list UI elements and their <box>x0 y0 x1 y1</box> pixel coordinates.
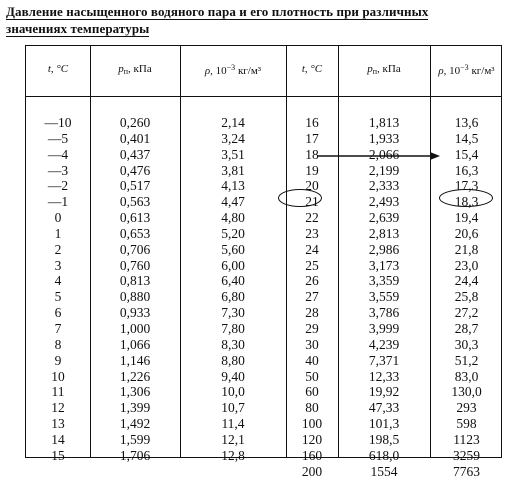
highlight-circle-density <box>439 189 493 207</box>
cell-pressure: 198,5 <box>368 431 400 447</box>
cell-density: 30,3 <box>454 336 479 352</box>
cell-density: 25,8 <box>454 289 479 305</box>
cell-pressure: 3,999 <box>368 320 400 336</box>
cell-density: 12,8 <box>221 447 245 463</box>
cell-pressure: 1,599 <box>119 431 151 447</box>
cell-temperature: 10 <box>51 368 65 384</box>
cell-temperature: 80 <box>305 400 319 416</box>
cell-temperature: 26 <box>305 273 319 289</box>
cell-temperature: —4 <box>47 146 69 162</box>
cell-density: 7,30 <box>221 305 245 321</box>
cell-pressure: 2,333 <box>368 178 400 194</box>
cell-temperature: 20 <box>305 178 319 194</box>
cell-temperature: 9 <box>54 352 62 368</box>
cell-pressure: 7,371 <box>368 352 400 368</box>
cell-density: 13,6 <box>454 115 479 130</box>
cell-temperature: 18 <box>305 146 319 162</box>
cell-pressure: 101,3 <box>368 416 400 432</box>
cell-density: 12,1 <box>221 431 245 447</box>
cell-temperature: —5 <box>47 130 69 146</box>
column-temperature-left <box>26 115 90 464</box>
cell-temperature: 14 <box>51 431 65 447</box>
cell-temperature: —2 <box>47 178 69 194</box>
cell-pressure: 0,437 <box>119 146 151 162</box>
cell-density: 19,4 <box>454 210 479 226</box>
cell-pressure: 1,066 <box>119 336 151 352</box>
cell-pressure: 2,199 <box>368 162 400 178</box>
cell-temperature: 0 <box>54 210 62 226</box>
cell-temperature: 19 <box>305 162 319 178</box>
cell-pressure: 1,706 <box>119 447 151 463</box>
column-pressure-left <box>90 115 180 464</box>
cell-pressure: 0,653 <box>119 225 151 241</box>
cell-temperature: 12 <box>51 400 65 416</box>
cell-temperature: 8 <box>54 336 62 352</box>
header-divider <box>26 96 501 97</box>
cell-pressure: 1,306 <box>119 384 151 400</box>
cell-density: 1123 <box>453 431 480 447</box>
cell-density: 20,6 <box>454 225 479 241</box>
cell-density: 4,13 <box>221 178 245 194</box>
cell-density: 10,7 <box>221 400 245 416</box>
cell-temperature: 120 <box>301 431 323 447</box>
cell-temperature: —3 <box>47 162 69 178</box>
cell-density: 7,80 <box>221 320 245 336</box>
table-title <box>6 3 501 37</box>
cell-temperature: 2 <box>54 241 62 257</box>
cell-temperature: 21 <box>305 194 319 210</box>
cell-temperature: 23 <box>305 225 319 241</box>
cell-pressure: 1,813 <box>368 115 400 130</box>
cell-density: 83,0 <box>454 368 479 384</box>
cell-density: 17,3 <box>454 178 479 194</box>
cell-temperature: 160 <box>301 447 323 463</box>
column-temperature-right <box>286 115 338 479</box>
cell-pressure: 0,401 <box>119 130 151 146</box>
cell-density: 16,3 <box>454 162 479 178</box>
cell-density: 9,40 <box>221 368 245 384</box>
cell-pressure: 4,239 <box>368 336 400 352</box>
cell-temperature: 24 <box>305 241 319 257</box>
cell-pressure: 0,517 <box>119 178 151 194</box>
cell-density: 24,4 <box>454 273 479 289</box>
cell-pressure: 0,933 <box>119 305 151 321</box>
cell-density: 6,40 <box>221 273 245 289</box>
cell-pressure: 19,92 <box>368 384 400 400</box>
cell-density: 4,47 <box>221 194 245 210</box>
cell-density: 23,0 <box>454 257 479 273</box>
cell-temperature: —10 <box>44 115 72 130</box>
cell-pressure: 0,706 <box>119 241 151 257</box>
cell-temperature: 5 <box>54 289 62 305</box>
cell-density: 14,5 <box>454 130 479 146</box>
cell-temperature: 3 <box>54 257 62 273</box>
cell-temperature: 1 <box>54 225 62 241</box>
cell-temperature: 60 <box>305 384 319 400</box>
cell-density: 10,0 <box>221 384 245 400</box>
cell-pressure: 3,559 <box>368 289 400 305</box>
cell-temperature: 200 <box>301 463 323 479</box>
cell-pressure: 0,563 <box>119 194 151 210</box>
column-pressure-right <box>338 115 430 479</box>
cell-temperature: 6 <box>54 305 62 321</box>
cell-pressure: 1,399 <box>119 400 151 416</box>
cell-temperature: 28 <box>305 305 319 321</box>
cell-pressure: 1,492 <box>119 416 151 432</box>
header-density-left: ρ, $10^{-3}$ кг/м³ <box>204 63 262 77</box>
cell-density: 6,80 <box>221 289 245 305</box>
cell-pressure: 3,786 <box>368 305 400 321</box>
cell-pressure: 1,933 <box>368 130 400 146</box>
cell-pressure: 2,493 <box>368 194 400 210</box>
cell-pressure: 2,066 <box>368 146 400 162</box>
cell-density: 3259 <box>453 447 480 463</box>
cell-pressure: 0,260 <box>119 115 151 130</box>
cell-density: 51,2 <box>454 352 479 368</box>
cell-density: 21,8 <box>454 241 479 257</box>
cell-temperature: 15 <box>51 447 65 463</box>
cell-temperature: 30 <box>305 336 319 352</box>
cell-temperature: 27 <box>305 289 319 305</box>
cell-pressure: 0,880 <box>119 289 151 305</box>
header-pressure-left: $p_п$, кПа <box>118 63 152 76</box>
cell-density: 130,0 <box>451 384 482 400</box>
cell-temperature: 4 <box>54 273 62 289</box>
cell-temperature: 25 <box>305 257 319 273</box>
cell-temperature: 11 <box>51 384 65 400</box>
cell-pressure: 0,613 <box>119 210 151 226</box>
cell-temperature: 50 <box>305 368 319 384</box>
cell-density: 15,4 <box>454 146 479 162</box>
cell-pressure: 3,359 <box>368 273 400 289</box>
cell-pressure: 12,33 <box>368 368 400 384</box>
cell-pressure: 0,476 <box>119 162 151 178</box>
cell-density: 598 <box>456 416 477 432</box>
cell-density: 6,00 <box>221 257 245 273</box>
cell-pressure: 2,986 <box>368 241 400 257</box>
title-line-2: значениях температуры <box>6 21 150 36</box>
title-line-1: Давление насыщенного водяного пара и его плотность при различных <box>6 4 429 19</box>
cell-temperature: 29 <box>305 320 319 336</box>
cell-density: 7763 <box>453 463 480 479</box>
cell-pressure: 3,173 <box>368 257 400 273</box>
cell-temperature: 17 <box>305 130 319 146</box>
cell-pressure: 1,000 <box>119 320 151 336</box>
cell-density: 4,80 <box>221 210 245 226</box>
cell-pressure: 1,226 <box>119 368 151 384</box>
cell-pressure: 0,813 <box>119 273 151 289</box>
data-table <box>25 45 502 479</box>
cell-pressure: 2,639 <box>368 210 400 226</box>
cell-pressure: 0,760 <box>119 257 151 273</box>
cell-temperature: 22 <box>305 210 319 226</box>
cell-temperature: 40 <box>305 352 319 368</box>
cell-density: 3,51 <box>221 146 245 162</box>
cell-density: 5,60 <box>221 241 245 257</box>
column-density-left <box>180 115 286 464</box>
cell-pressure: 618,0 <box>368 447 400 463</box>
cell-temperature: 100 <box>301 416 323 432</box>
cell-density: 293 <box>456 400 477 416</box>
header-density-right: ρ, $10^{-3}$ кг/м³ <box>438 63 495 77</box>
cell-pressure: 2,813 <box>368 225 400 241</box>
cell-pressure: 47,33 <box>368 400 400 416</box>
cell-density: 2,14 <box>221 115 245 130</box>
cell-density: 5,20 <box>221 225 245 241</box>
cell-temperature: 16 <box>305 115 319 130</box>
cell-density: 18,3 <box>454 194 479 210</box>
cell-temperature: 13 <box>51 416 65 432</box>
highlight-circle-temperature <box>278 189 322 207</box>
cell-density: 8,30 <box>221 336 245 352</box>
cell-pressure: 1,146 <box>119 352 151 368</box>
header-temperature-left: t, °C <box>47 63 69 75</box>
header-pressure-right: $p_п$, кПа <box>367 63 401 76</box>
column-density-right <box>430 115 503 479</box>
cell-density: 3,81 <box>221 162 245 178</box>
cell-density: 27,2 <box>454 305 479 321</box>
cell-density: 3,24 <box>221 130 245 146</box>
cell-temperature: —1 <box>47 194 69 210</box>
cell-density: 28,7 <box>454 320 479 336</box>
cell-density: 8,80 <box>221 352 245 368</box>
header-temperature-right: t, °C <box>301 63 323 75</box>
cell-density: 11,4 <box>221 416 245 432</box>
cell-temperature: 7 <box>54 320 62 336</box>
cell-pressure: 1554 <box>370 463 398 479</box>
